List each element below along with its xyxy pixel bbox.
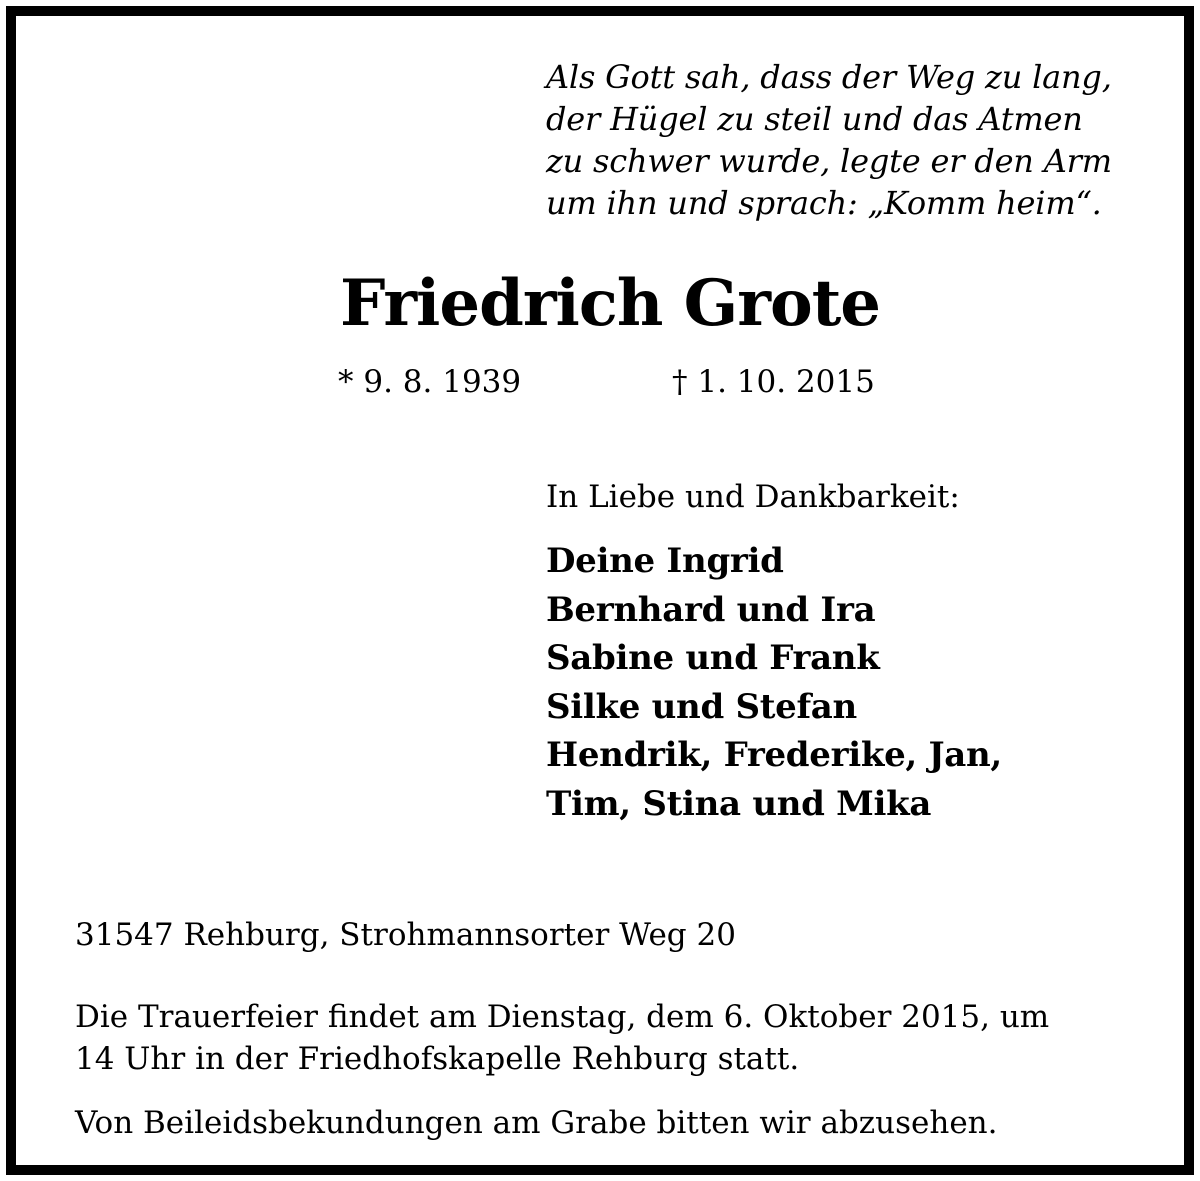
birth-date: * 9. 8. 1939	[338, 364, 522, 400]
funeral-notice-line: 14 Uhr in der Friedhofskapelle Rehburg statt.	[75, 1041, 800, 1077]
death-date: † 1. 10. 2015	[672, 364, 875, 400]
poem-verse	[546, 56, 1186, 224]
family-address: 31547 Rehburg, Strohmannsorter Weg 20	[75, 917, 736, 953]
condolence-note: Von Beileidsbekundungen am Grabe bitten wir abzusehen.	[75, 1105, 998, 1141]
mourners-list	[546, 537, 1002, 828]
obituary-frame	[6, 6, 1194, 1175]
mourner-name: Tim, Stina und Mika	[546, 783, 932, 824]
funeral-notice	[75, 996, 1175, 1080]
poem-line: Als Gott sah, dass der Weg zu lang,	[546, 58, 1112, 96]
mourner-name: Bernhard und Ira	[546, 589, 876, 630]
mourner-name: Hendrik, Frederike, Jan,	[546, 735, 1002, 775]
mourners-intro: In Liebe und Dankbarkeit:	[546, 479, 960, 515]
poem-line: um ihn und sprach: „Komm heim“.	[546, 184, 1102, 222]
deceased-name: Friedrich Grote	[340, 266, 880, 341]
poem-line: zu schwer wurde, legte er den Arm	[546, 142, 1112, 180]
mourner-name: Deine Ingrid	[546, 541, 784, 581]
mourner-name: Sabine und Frank	[546, 638, 880, 678]
poem-line: der Hügel zu steil und das Atmen	[546, 100, 1083, 138]
funeral-notice-line: Die Trauerfeier findet am Dienstag, dem 6. Oktober 2015, um	[75, 999, 1050, 1035]
mourner-name: Silke und Stefan	[546, 686, 857, 727]
